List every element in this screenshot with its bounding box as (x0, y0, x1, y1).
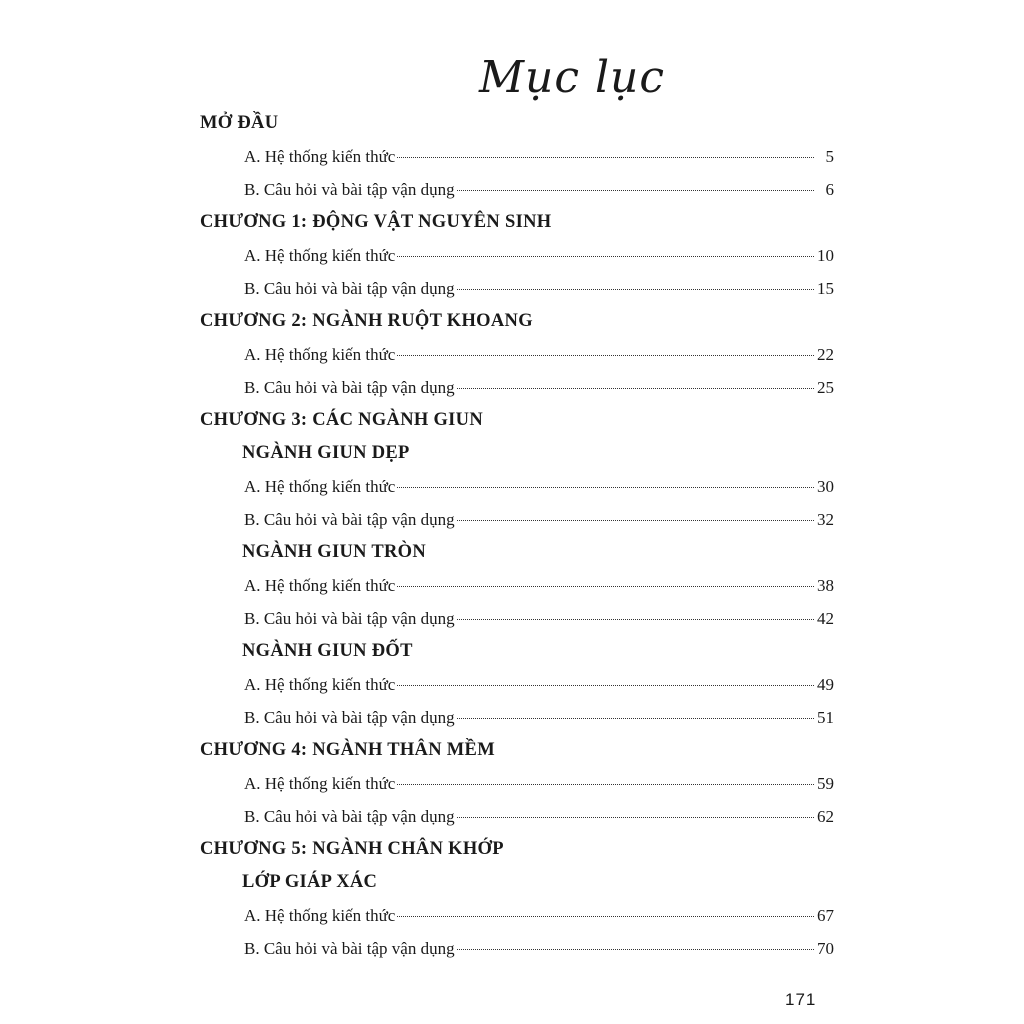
toc-entry[interactable] (200, 503, 834, 536)
section-heading: CHƯƠNG 2: NGÀNH RUỘT KHOANG (200, 311, 533, 331)
toc-entry[interactable] (200, 371, 834, 404)
dot-leader (397, 157, 814, 158)
section-heading: CHƯƠNG 4: NGÀNH THÂN MỀM (200, 740, 495, 760)
entry-label: B. Câu hỏi và bài tập vận dụng (244, 510, 455, 529)
entry-label: A. Hệ thống kiến thức (244, 774, 396, 793)
entry-label: B. Câu hỏi và bài tập vận dụng (244, 609, 455, 628)
toc-entry[interactable] (200, 701, 834, 734)
page-number: 171 (785, 990, 817, 1009)
dot-leader (457, 718, 814, 719)
entry-page: 62 (817, 807, 834, 826)
entry-page: 30 (817, 477, 834, 496)
entry-label: A. Hệ thống kiến thức (244, 675, 396, 694)
section-heading: CHƯƠNG 1: ĐỘNG VẬT NGUYÊN SINH (200, 212, 552, 232)
entry-label: B. Câu hỏi và bài tập vận dụng (244, 708, 455, 727)
dot-leader (457, 817, 814, 818)
toc-entry[interactable] (200, 470, 834, 503)
entry-label: B. Câu hỏi và bài tập vận dụng (244, 939, 455, 958)
entry-page: 67 (817, 906, 834, 925)
entry-page: 51 (817, 708, 834, 727)
page-title: Mục lục (478, 52, 666, 103)
entry-page: 49 (817, 675, 834, 694)
entry-label: B. Câu hỏi và bài tập vận dụng (244, 378, 455, 397)
entry-page: 32 (817, 510, 834, 529)
section-heading: CHƯƠNG 3: CÁC NGÀNH GIUN (200, 410, 483, 430)
toc-entry[interactable] (200, 932, 834, 965)
dot-leader (397, 784, 814, 785)
entry-page: 5 (825, 147, 834, 166)
dot-leader (397, 586, 814, 587)
toc-entry[interactable] (200, 140, 834, 173)
section-heading: MỞ ĐẦU (200, 113, 279, 133)
entry-page: 42 (817, 609, 834, 628)
entry-label: A. Hệ thống kiến thức (244, 246, 396, 265)
entry-page: 15 (817, 279, 834, 298)
entry-page: 22 (817, 345, 834, 364)
dot-leader (457, 619, 814, 620)
dot-leader (397, 487, 814, 488)
subsection-heading: LỚP GIÁP XÁC (242, 872, 378, 892)
entry-page: 38 (817, 576, 834, 595)
dot-leader (457, 520, 814, 521)
entry-page: 6 (825, 180, 834, 199)
toc-entry[interactable] (200, 569, 834, 602)
toc-entry[interactable] (200, 272, 834, 305)
entry-label: A. Hệ thống kiến thức (244, 906, 396, 925)
dot-leader (457, 289, 814, 290)
entry-label: A. Hệ thống kiến thức (244, 477, 396, 496)
toc-entry[interactable] (200, 239, 834, 272)
dot-leader (457, 190, 814, 191)
entry-label: A. Hệ thống kiến thức (244, 576, 396, 595)
subsection-heading: NGÀNH GIUN TRÒN (242, 542, 427, 562)
toc-entry[interactable] (200, 602, 834, 635)
dot-leader (397, 256, 814, 257)
toc-entry[interactable] (200, 173, 834, 206)
dot-leader (397, 916, 814, 917)
entry-label: B. Câu hỏi và bài tập vận dụng (244, 279, 455, 298)
entry-label: A. Hệ thống kiến thức (244, 147, 396, 166)
toc-entry[interactable] (200, 800, 834, 833)
dot-leader (397, 355, 814, 356)
entry-page: 25 (817, 378, 834, 397)
subsection-heading: NGÀNH GIUN DẸP (242, 443, 410, 463)
subsection-heading: NGÀNH GIUN ĐỐT (242, 641, 413, 661)
entry-label: A. Hệ thống kiến thức (244, 345, 396, 364)
table-of-contents (200, 107, 834, 965)
entry-page: 70 (817, 939, 834, 958)
entry-label: B. Câu hỏi và bài tập vận dụng (244, 807, 455, 826)
entry-label: B. Câu hỏi và bài tập vận dụng (244, 180, 455, 199)
toc-entry[interactable] (200, 668, 834, 701)
toc-entry[interactable] (200, 899, 834, 932)
toc-entry[interactable] (200, 338, 834, 371)
dot-leader (457, 949, 814, 950)
dot-leader (397, 685, 814, 686)
entry-page: 59 (817, 774, 834, 793)
dot-leader (457, 388, 814, 389)
entry-page: 10 (817, 246, 834, 265)
toc-entry[interactable] (200, 767, 834, 800)
section-heading: CHƯƠNG 5: NGÀNH CHÂN KHỚP (200, 839, 504, 859)
